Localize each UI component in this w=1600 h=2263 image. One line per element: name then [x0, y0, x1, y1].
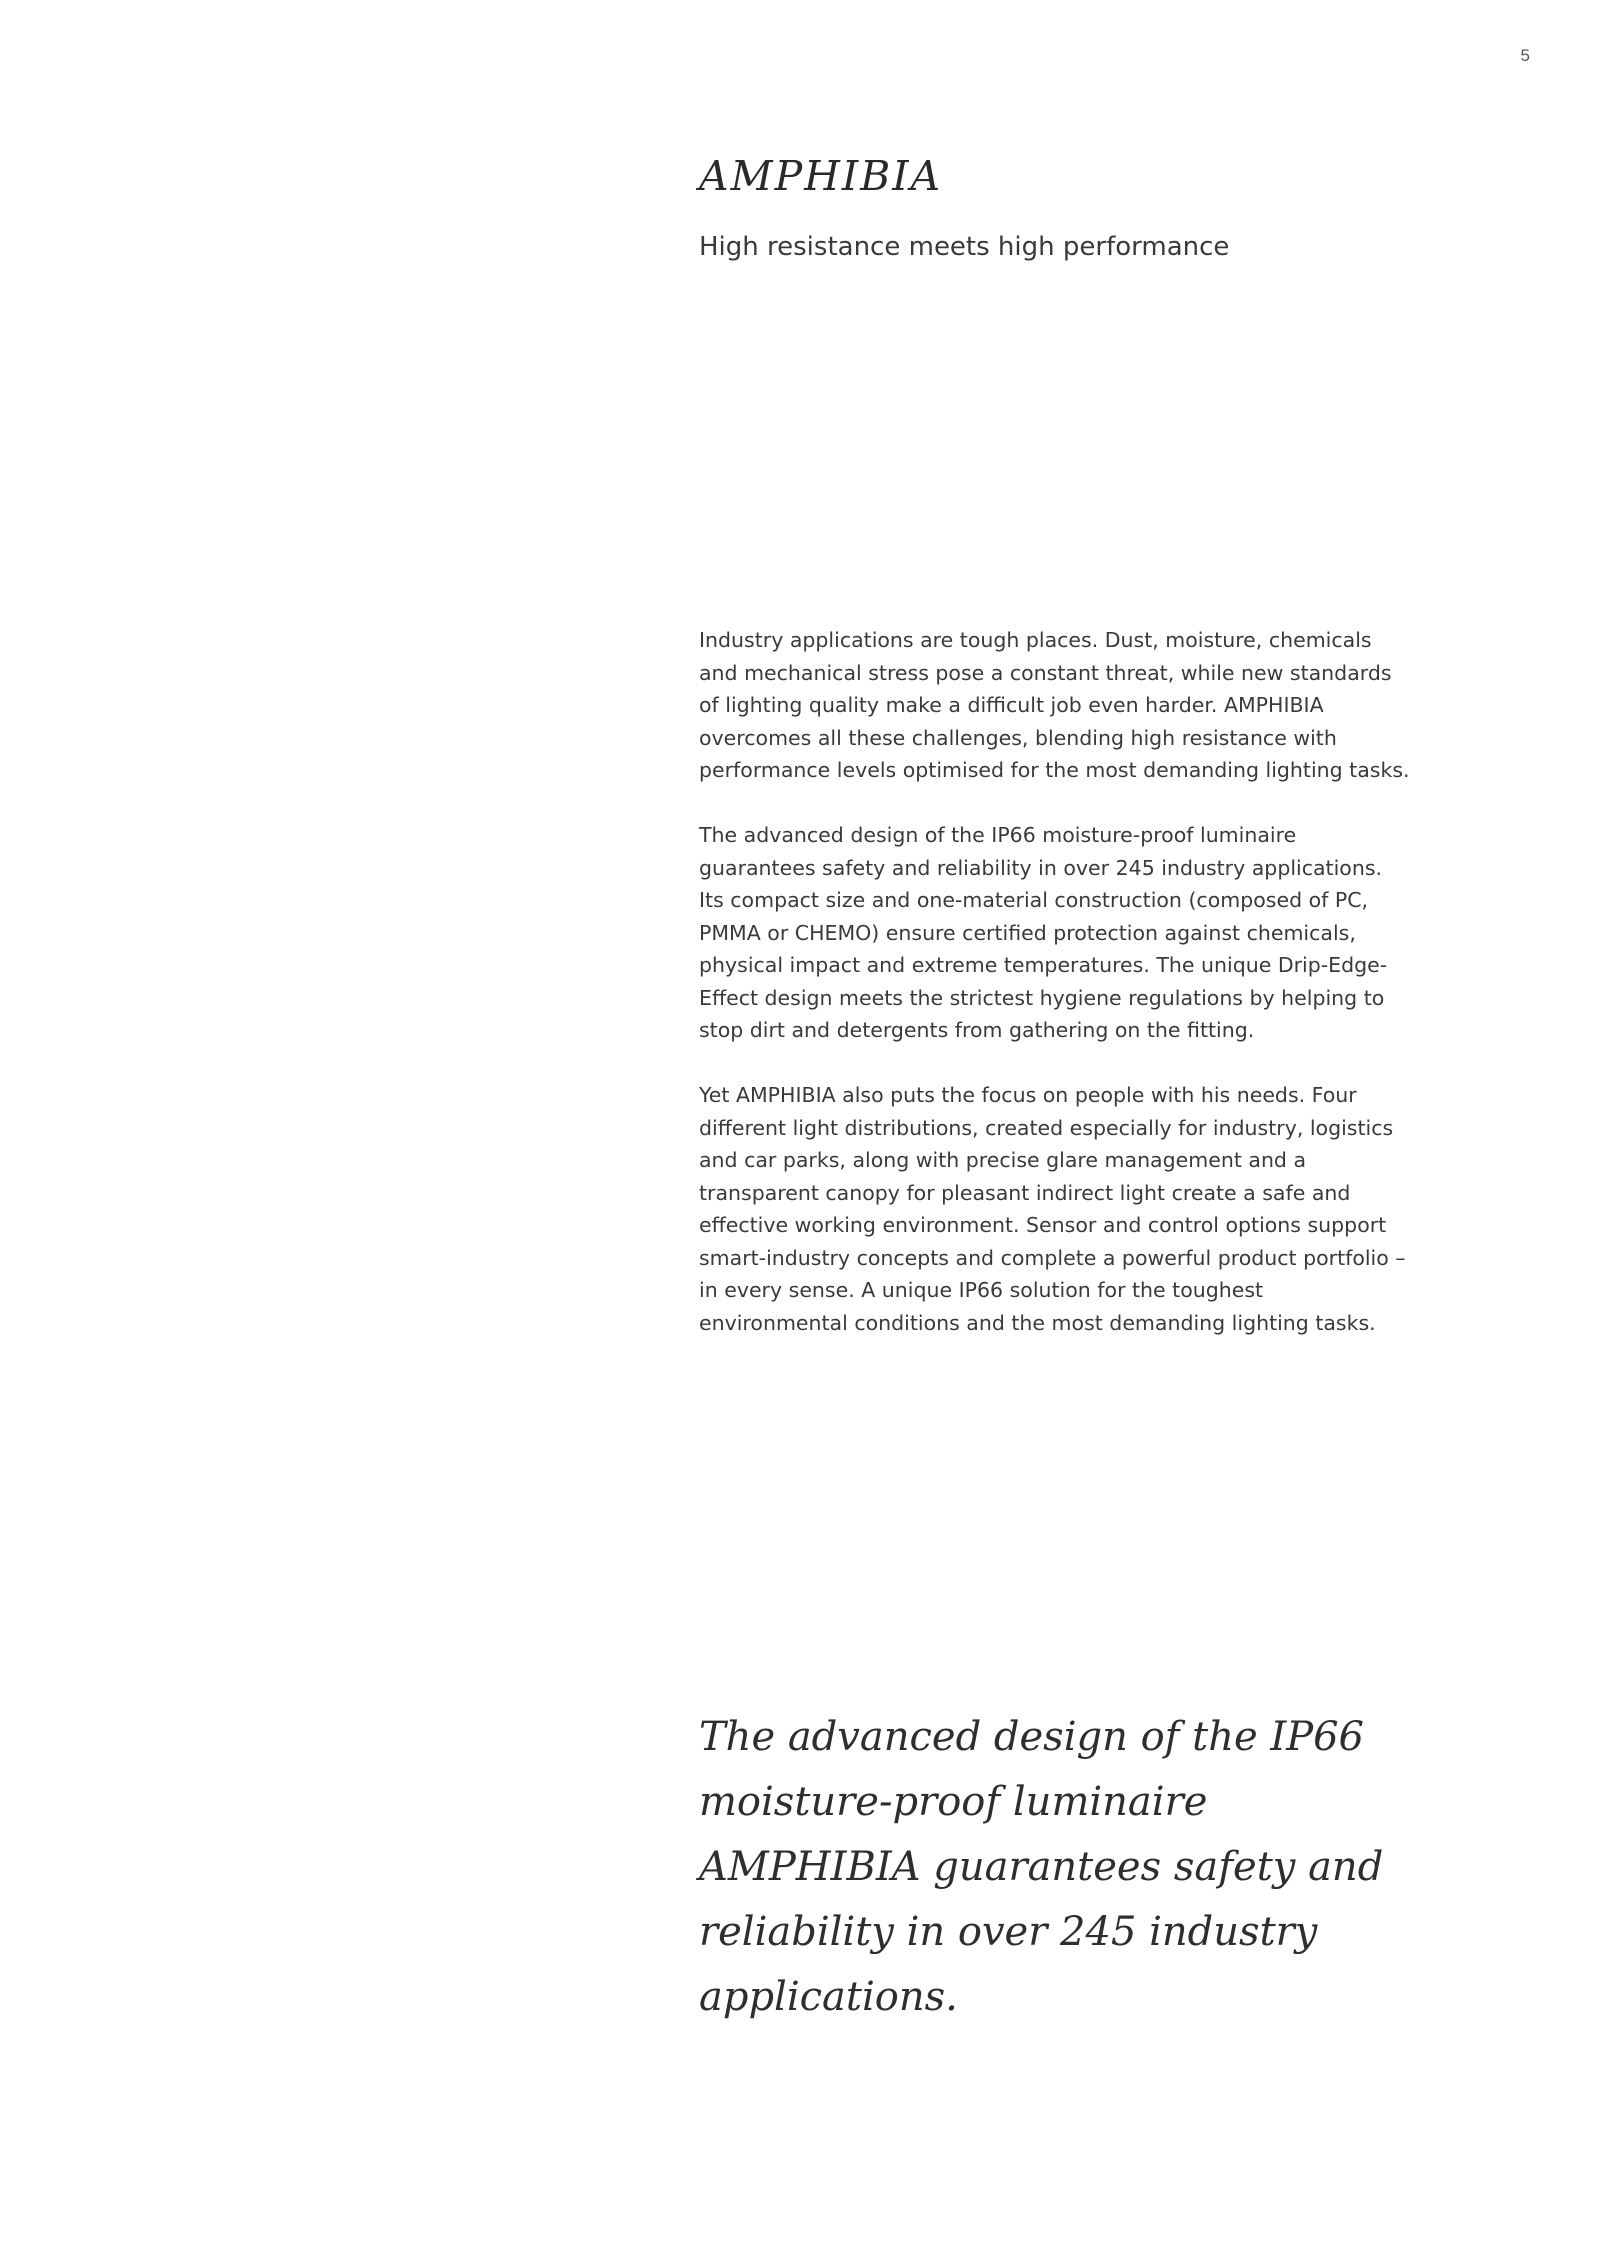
- page-number: 5: [1520, 46, 1530, 65]
- body-paragraph-3: Yet AMPHIBIA also puts the focus on people with his needs. Four different light distributions, created especially for industry, logistics and car parks, along with precise glare management and a transparent canopy for pleasant indirect light create a safe and effective working environment. Sensor and control options support smart-industry concepts and complete a powerful product portfolio – in every sense. A unique IP66 solution for the toughest environmental conditions and the most demanding lighting tasks.: [699, 1083, 1406, 1335]
- pull-quote: The advanced design of the IP66 moisture-proof luminaire AMPHIBIA guarantees safety and reliability in over 245 industry applications.: [699, 1714, 1384, 2020]
- page-subtitle: High resistance meets high performance: [699, 232, 1230, 262]
- body-paragraph-1: Industry applications are tough places. Dust, moisture, chemicals and mechanical stress pose a constant threat, while new standards of lighting quality make a difficult job even harder. AMPHIBIA overcomes all these challenges, blending high resistance with performance levels optimised for the most demanding lighting tasks.: [699, 628, 1410, 782]
- body-text: [699, 624, 1411, 1372]
- body-paragraph-2: The advanced design of the IP66 moisture-proof luminaire guarantees safety and reliability in over 245 industry applications. Its compact size and one-material construction (composed of PC, PMMA or CHEMO) ensure certified protection against chemicals, physical impact and extreme temperatures. The unique Drip-Edge-Effect design meets the strictest hygiene regulations by helping to stop dirt and detergents from gathering on the fitting.: [699, 823, 1388, 1042]
- page-title: AMPHIBIA: [699, 152, 943, 200]
